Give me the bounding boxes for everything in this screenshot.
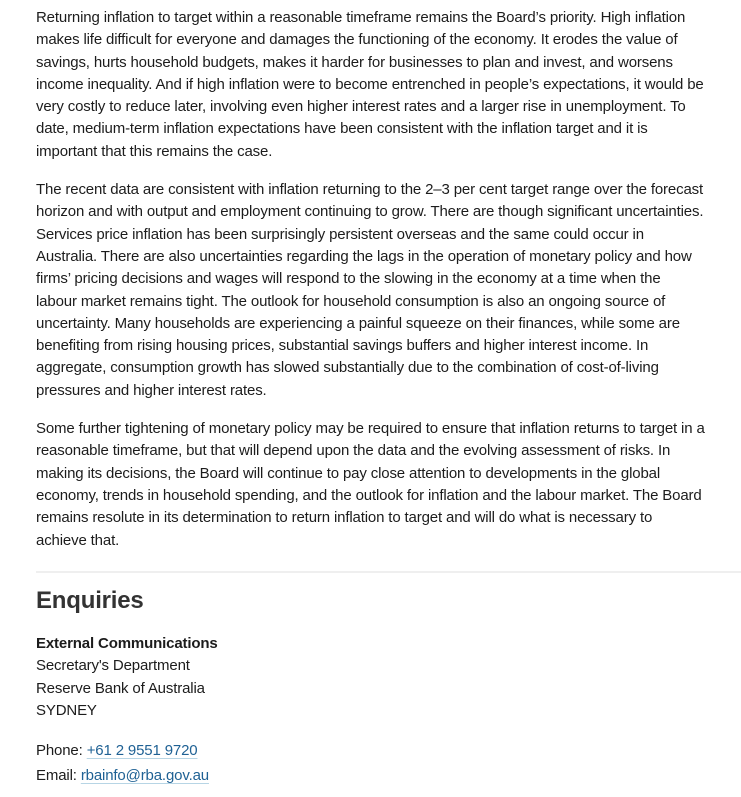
contact-methods: [36, 738, 705, 788]
email-link[interactable]: rbainfo@rba.gov.au: [80, 766, 209, 784]
paragraph-inflation-priority: Returning inflation to target within a reasonable timeframe remains the Board’s priority. High inflation makes life difficult for everyone and damages the functioning of the economy. It erodes the value of savings, hurts household budgets, makes it harder for businesses to plan and invest, and worsens income inequality. And if high inflation were to become entrenched in people’s expectations, it would be very costly to reduce later, involving even higher interest rates and a larger rise in unemployment. To date, medium-term inflation expectations have been consistent with the inflation target and it is important that this remains the case.: [36, 9, 704, 160]
phone-line: [36, 738, 705, 763]
contact-address-line-2: Reserve Bank of Australia: [36, 679, 205, 697]
contact-department: External Communications: [36, 634, 218, 652]
contact-block: [36, 633, 705, 788]
release-body: [36, 7, 705, 552]
phone-label: Phone:: [36, 741, 83, 759]
email-line: [36, 763, 705, 788]
paragraph-recent-data: The recent data are consistent with inflation returning to the 2–3 per cent target range over the forecast horizon and with output and employment continuing to grow. There are though significant uncertainties. Services price inflation has been surprisingly persistent overseas and the same could occur in Australia. There are also uncertainties regarding the lags in the operation of monetary policy and how firms’ pricing decisions and wages will respond to the slowing in the economy at a time when the labour market remains tight. The outlook for household consumption is also an ongoing source of uncertainty. Many households are experiencing a painful squeeze on their finances, while some are benefiting from rising housing prices, substantial savings buffers and higher interest income. In aggregate, consumption growth has slowed substantially due to the combination of cost-of-living pressures and higher interest rates.: [36, 181, 704, 399]
paragraph-further-tightening: Some further tightening of monetary policy may be required to ensure that inflation returns to target in a reasonable timeframe, but that will depend upon the data and the evolving assessment of risks. In making its decisions, the Board will continue to pay close attention to developments in the global economy, trends in household spending, and the outlook for inflation and the labour market. The Board remains resolute in its determination to return inflation to target and will do what is necessary to achieve that.: [36, 420, 705, 549]
phone-link[interactable]: +61 2 9551 9720: [86, 741, 198, 759]
contact-address-line-3: SYDNEY: [36, 702, 97, 720]
section-divider: [36, 571, 741, 573]
contact-address-line-1: Secretary's Department: [36, 657, 190, 675]
email-label: Email:: [36, 766, 77, 784]
enquiries-heading: Enquiries: [36, 586, 144, 614]
